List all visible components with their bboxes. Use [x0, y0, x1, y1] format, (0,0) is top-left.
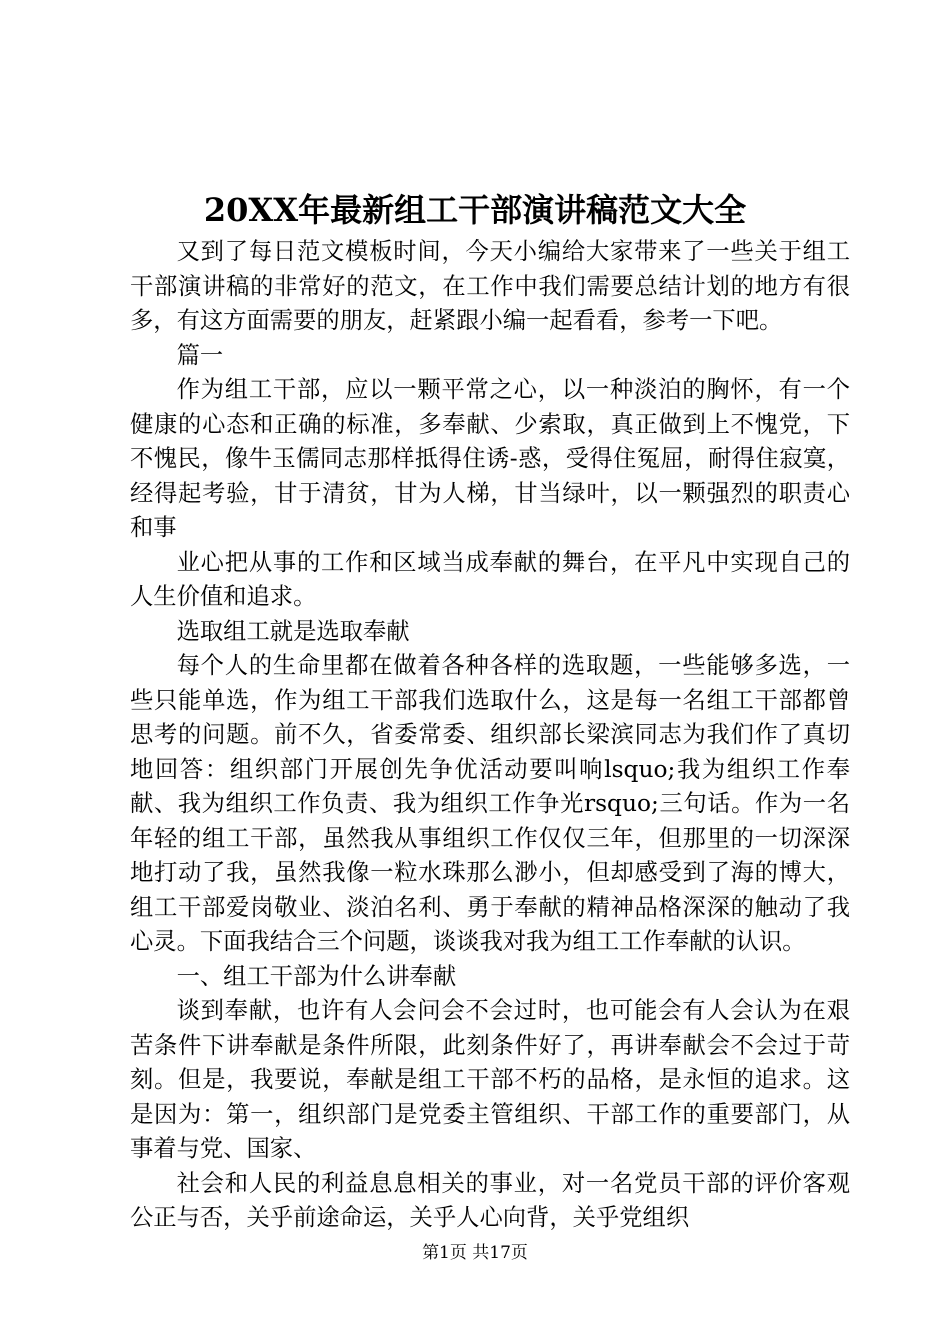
paragraph: 每个人的生命里都在做着各种各样的选取题，一些能够多选，一些只能单选，作为组工干部我们选取什么，这是每一名组工干部都曾思考的问题。前不久，省委常委、组织部长梁滨同志为我们作了真切地回答：组织部门开展创先争优活动要叫响lsquo;我为组织工作奉献、我为组织工作负责、我为组织工作争光rsquo;三句话。作为一名年轻的组工干部，虽然我从事组织工作仅仅三年，但那里的一切深深地打动了我，虽然我像一粒水珠那么渺小，但却感受到了海的博大，组工干部爱岗敬业、淡泊名利、勇于奉献的精神品格深深的触动了我心灵。下面我结合三个问题，谈谈我对我为组工工作奉献的认识。	[130, 652, 850, 955]
paragraph-intro: 又到了每日范文模板时间，今天小编给大家带来了一些关于组工干部演讲稿的非常好的范文，在工作中我们需要总结计划的地方有很多，有这方面需要的朋友，赶紧跟小编一起看看，参考一下吧。	[130, 238, 850, 334]
paragraph: 社会和人民的利益息息相关的事业，对一名党员干部的评价客观公正与否，关乎前途命运，关乎人心向背，关乎党组织	[130, 1169, 850, 1231]
page-number-footer: 第1页 共17页	[422, 1243, 528, 1263]
document-title: 20XX年最新组工干部演讲稿范文大全	[203, 191, 747, 229]
section-heading-part-one: 篇一	[176, 341, 224, 369]
section-heading: 一、组工干部为什么讲奉献	[176, 962, 457, 990]
paragraph: 谈到奉献，也许有人会问会不会过时，也可能会有人会认为在艰苦条件下讲奉献是条件所限，此刻条件好了，再讲奉献会不会过于苛刻。但是，我要说，奉献是组工干部不朽的品格，是永恒的追求。这是因为：第一，组织部门是党委主管组织、干部工作的重要部门，从事着与党、国家、	[130, 997, 850, 1162]
paragraph: 作为组工干部，应以一颗平常之心，以一种淡泊的胸怀，有一个健康的心态和正确的标准，多奉献、少索取，真正做到上不愧党，下不愧民，像牛玉儒同志那样抵得住诱-惑，受得住冤屈，耐得住寂寞，经得起考验，甘于清贫，甘为人梯，甘当绿叶，以一颗强烈的职责心和事	[130, 376, 850, 541]
document-body	[130, 235, 850, 1236]
section-heading: 选取组工就是选取奉献	[176, 617, 410, 645]
paragraph: 业心把从事的工作和区域当成奉献的舞台，在平凡中实现自己的人生价值和追求。	[130, 548, 850, 610]
